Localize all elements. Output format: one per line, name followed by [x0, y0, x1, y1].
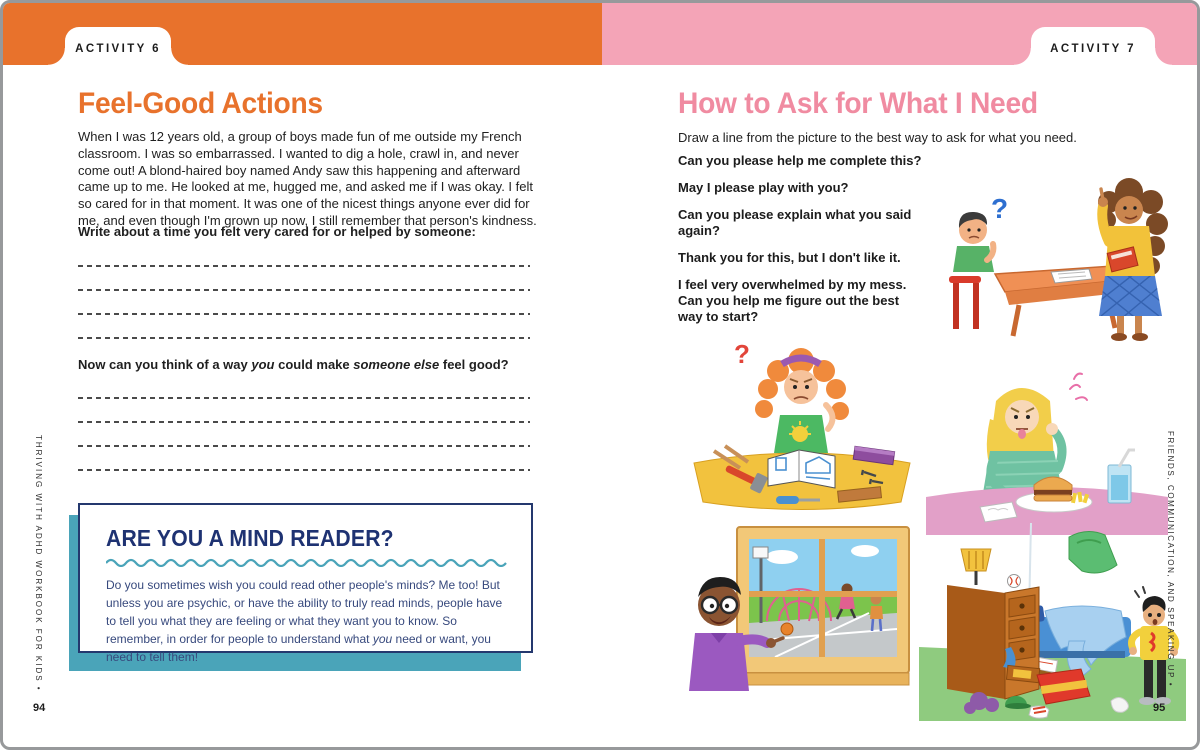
writing-line [78, 315, 530, 339]
right-page-number: 95 [1153, 702, 1166, 714]
right-page-title: How to Ask for What I Need [678, 87, 1038, 120]
answer-option: Can you please explain what you said again? [678, 207, 912, 238]
writing-line [78, 447, 530, 471]
callout-body [106, 576, 505, 666]
activity-6-tab-label: ACTIVITY 6 [75, 43, 161, 55]
writing-lines-group-1 [78, 243, 530, 339]
illustration-craft-table [686, 331, 918, 519]
left-intro-paragraph: When I was 12 years old, a group of boys made fun of me outside my French classroom. I was so embarrassed. I wanted to dig a hole, crawl in, and never come out! A blond-haired boy named Andy saw this happening and afterward came up to me. He looked at me, hugged me, and asked me if I was okay. I felt so cared for in that moment. It was one of the nicest things anyone ever did for me, and even though I'm grown up now, I still remember that person's kindness. [78, 129, 537, 228]
illustration-window [679, 521, 916, 711]
prompt-2-italic: you [251, 357, 275, 372]
callout-heading: ARE YOU A MIND READER? [106, 525, 394, 551]
left-page-number: 94 [33, 702, 46, 714]
callout-body-text: Do you sometimes wish you could read other people's minds? Me too! But unless you are psychic, or have the ability to truly read minds, people have to tell you what they are feeling or what they want you to know. So remember, in order for people to understand what [106, 578, 503, 646]
activity-7-tab-label: ACTIVITY 7 [1050, 43, 1136, 55]
writing-prompt-1: Write about a time you felt very cared for or helped by someone: [78, 224, 476, 239]
left-page-title: Feel-Good Actions [78, 87, 323, 120]
callout-body-text: need or want, you need to tell them! [106, 632, 491, 664]
illustration-classroom [903, 166, 1193, 343]
answer-option: Thank you for this, but I don't like it. [678, 250, 901, 265]
right-running-footer: FRIENDS, COMMUNICATION, AND SPEAKING UP • [1166, 431, 1175, 688]
prompt-2-text: feel good? [439, 357, 509, 372]
writing-prompt-2 [78, 357, 538, 374]
prompt-2-text: Now can you think of a way [78, 357, 252, 372]
matching-instruction: Draw a line from the picture to the best way to ask for what you need. [678, 130, 1077, 145]
answer-options [678, 153, 928, 336]
left-running-footer: THRIVING WITH ADHD WORKBOOK FOR KIDS • [34, 435, 43, 692]
question-mark-icon: ? [991, 193, 1009, 224]
writing-line [78, 291, 530, 315]
callout-body-italic: you [372, 632, 393, 646]
activity-7-tab [1031, 27, 1155, 65]
writing-line [78, 267, 530, 291]
writing-line [78, 423, 530, 447]
activity-6-tab [65, 27, 171, 65]
writing-lines-group-2 [78, 375, 530, 471]
writing-line [78, 375, 530, 399]
prompt-2-italic: someone else [353, 357, 440, 372]
answer-option: I feel very overwhelmed by my mess. Can you help me figure out the best way to start? [678, 277, 907, 324]
illustration-messy-room [919, 519, 1186, 721]
mind-reader-callout [78, 503, 533, 664]
wavy-divider [106, 557, 507, 567]
illustration-meal [926, 359, 1168, 535]
answer-option: May I please play with you? [678, 180, 849, 195]
writing-line [78, 243, 530, 267]
prompt-2-text: could make [274, 357, 354, 372]
writing-line [78, 399, 530, 423]
question-mark-icon: ? [734, 339, 750, 369]
answer-option: Can you please help me complete this? [678, 153, 922, 168]
